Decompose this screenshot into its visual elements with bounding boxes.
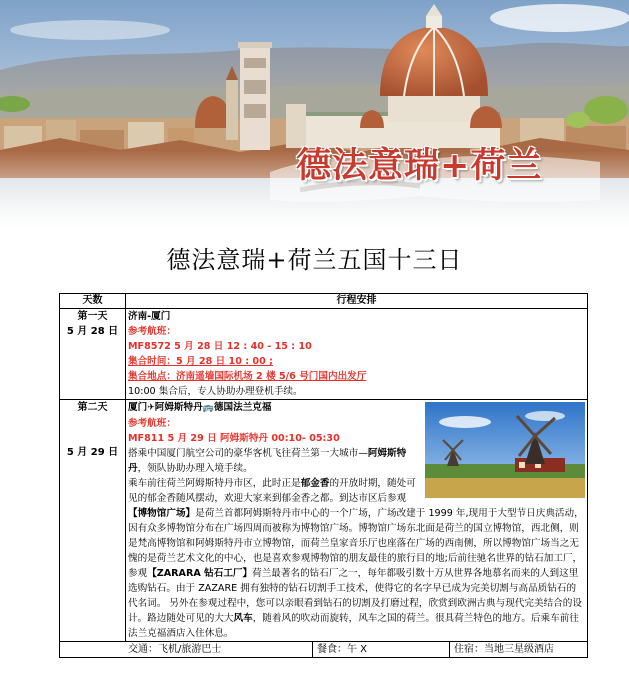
header-day: 天数: [60, 294, 126, 309]
plan-cell: [126, 400, 588, 642]
flight-ref-label: 参考航班：: [128, 326, 176, 337]
highlight-span: 阿姆斯特丹: [128, 448, 407, 474]
day-row: [60, 309, 588, 400]
day-cell: [60, 309, 126, 400]
page-title: 德法意瑞+荷兰五国十三日: [166, 246, 463, 274]
day-label: 第二天: [77, 402, 108, 413]
header-plan: 行程安排: [126, 294, 588, 309]
day-date: 5 月 29 日: [66, 447, 119, 458]
day-date: 5 月 28 日: [66, 326, 119, 337]
hotel-cell: 住宿：当地三星级酒店: [454, 644, 554, 655]
transport-cell: 交通：飞机/旅游巴士: [60, 642, 313, 657]
day-label: 第一天: [77, 311, 108, 322]
text-span: 的开放时期，随处可见的郁金香随风摆动，欢迎大家来到郁金香之都。到达市区后参观: [128, 478, 416, 504]
highlight-span: 郁金香: [300, 478, 330, 489]
itinerary-table: [59, 293, 588, 658]
text-span: ，随着风的吹动而旋转，风车之国的荷兰。很具荷兰特色的地方。后乘车前往法兰克福酒店入住休息。: [128, 613, 579, 639]
text-span: 搭乘中国厦门航空公司的豪华客机飞往荷兰第一大城市—: [128, 448, 368, 459]
bus-icon: 🚌: [202, 403, 214, 413]
meet-place: 集合地点：济南遥墙国际机场 2 楼 5/6 号门国内出发厅: [128, 371, 367, 382]
banner-title: 德法意瑞+荷兰: [296, 146, 543, 186]
meals-cell: 餐食：午 X: [313, 642, 450, 657]
route-text: 济南-厦门: [128, 311, 171, 322]
airplane-icon: ✈: [147, 403, 155, 413]
day-cell: [60, 400, 126, 642]
highlight-span: 【ZARARA 钻石工厂】: [147, 568, 253, 579]
text-span: 是荷兰首都阿姆斯特丹市中心的一个广场，广场改建于 1999 年,现用于大型节日庆典活动，因有众多博物馆分布在广场四周而被称为博物馆广场。博物馆广场东北面是荷兰的国立博物馆，西北侧，则是梵高博物馆和阿姆斯特丹市立博物馆，而荷兰皇家音乐厅也座落在广场的西南侧，所以博物馆广场当之无愧的是荷兰艺术文化的中心，也是喜欢参观博物馆的朋友最佳的旅行目的地;后前往驰名世界的钻石加工厂，参观: [128, 508, 584, 579]
summary-cell: [60, 642, 588, 658]
text-span: 荷兰最著名的钻石厂之一，每年都吸引数十万从世界各地慕名而来的人到这里选购钻石。由于 ZAZARE 拥有独特的钻石切割手工技术，使得它的名字早已成为完美切割与高品质钻石的代名词。 另外在参观过程中，您可以亲眼看到钻石的切割及打磨过程，欣赏到欧洲古典与现代完美结合的设计。路边随处可见的大大: [128, 568, 582, 624]
flight-line: MF8572 5 月 28 日 12 : 40 - 15 : 10: [128, 341, 312, 352]
table-header-row: [60, 294, 588, 309]
route-to: 德国法兰克福: [213, 402, 272, 413]
windmill-photo: [425, 402, 585, 498]
summary-table: [60, 642, 587, 657]
day-summary-row: [60, 642, 588, 658]
day-note: 10:00 集合后，专人协助办理登机手续。: [128, 386, 303, 397]
text-span: 乘车前往荷兰阿姆斯特丹市区，此时正是: [128, 478, 301, 489]
flight-ref-label: 参考航班：: [128, 418, 176, 429]
meet-time: 集合时间：5 月 28 日 10 : 00 ;: [128, 356, 273, 367]
hero-banner: [0, 0, 629, 228]
florence-skyline-image: [0, 0, 629, 228]
highlight-span: 【博物馆广场】: [128, 508, 196, 519]
highlight-span: 风车: [233, 613, 253, 624]
paragraph-amsterdam: [128, 476, 585, 641]
text-span: ，领队协助办理入境手续。: [137, 463, 253, 474]
day-row: [60, 400, 588, 642]
plan-cell: [126, 309, 588, 400]
flight-line: MF811 5 月 29 日 阿姆斯特丹 00:10- 05:30: [128, 433, 340, 444]
route-from: 厦门: [128, 402, 148, 413]
route-mid: 阿姆斯特丹: [154, 402, 203, 413]
